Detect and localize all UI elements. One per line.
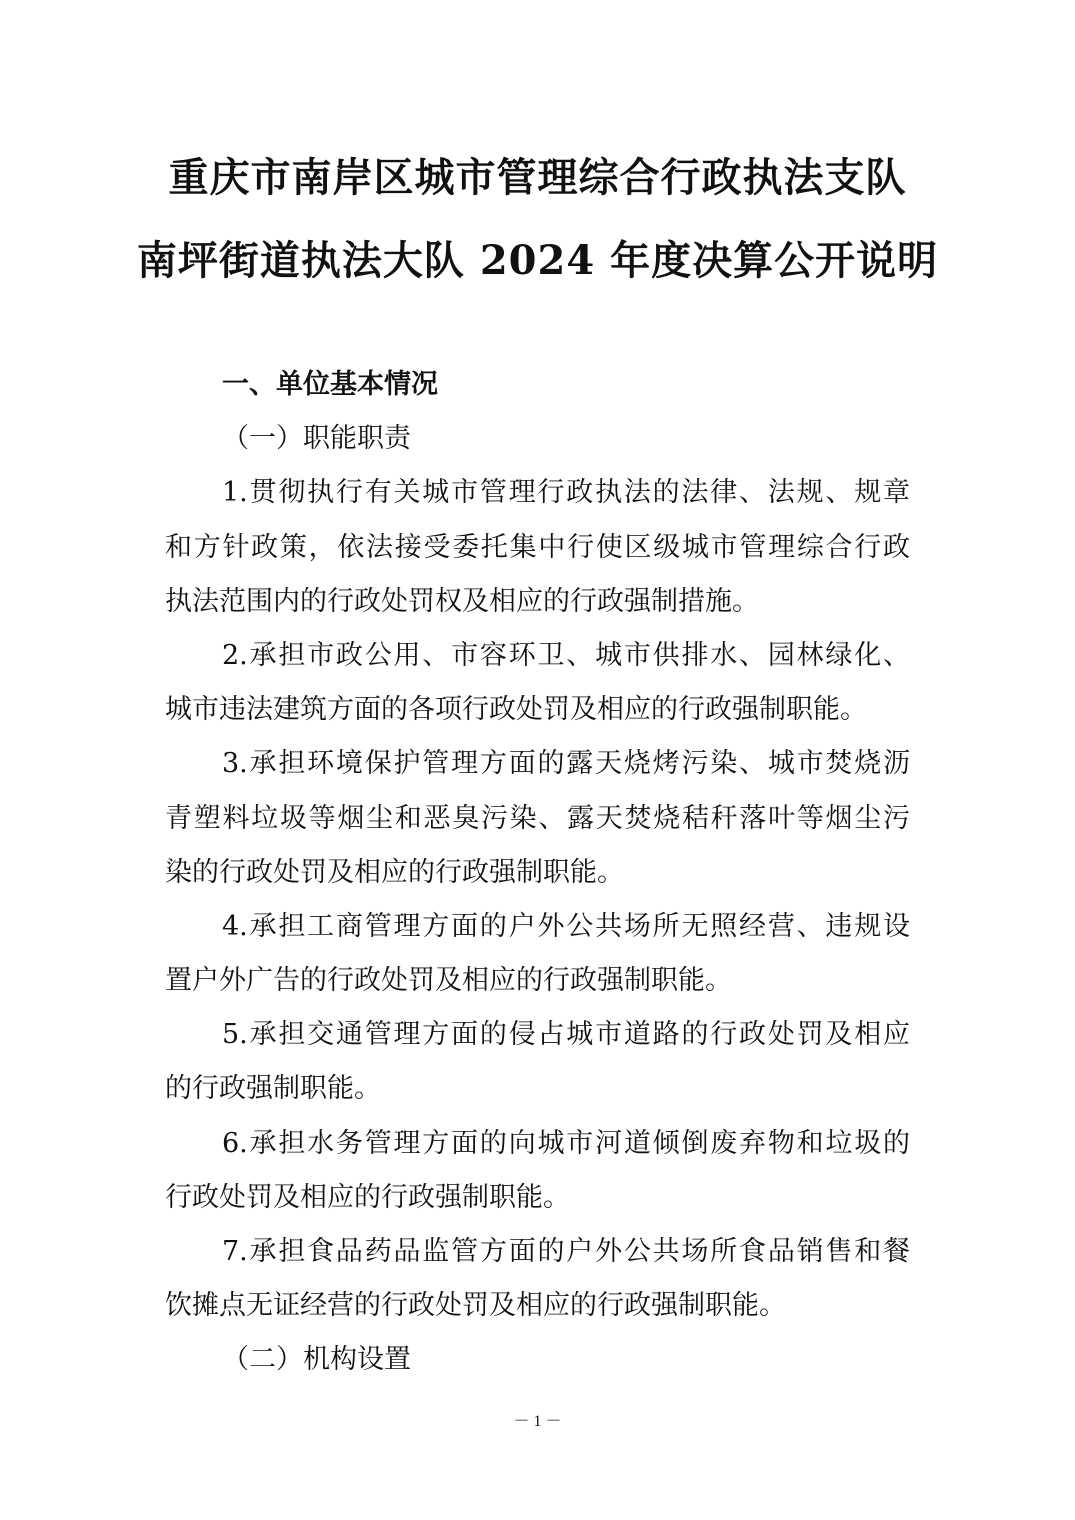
paragraph-line: 5.承担交通管理方面的侵占城市道路的行政处罚及相应 bbox=[222, 1019, 910, 1051]
paragraph-line: 和方针政策，依法接受委托集中行使区级城市管理综合行政 bbox=[165, 531, 910, 563]
paragraph-line: 行政处罚及相应的行政强制职能。 bbox=[165, 1181, 570, 1213]
paragraph-line: 3.承担环境保护管理方面的露天烧烤污染、城市焚烧沥 bbox=[222, 748, 910, 780]
paragraph-line: 城市违法建筑方面的各项行政处罚及相应的行政强制职能。 bbox=[165, 694, 867, 726]
paragraph-line: 执法范围内的行政处罚权及相应的行政强制措施。 bbox=[165, 585, 759, 617]
document-body bbox=[165, 358, 910, 1388]
subsection-heading: （二）机构设置 bbox=[222, 1344, 411, 1376]
paragraph bbox=[165, 1008, 910, 1116]
paragraph-line: 6.承担水务管理方面的向城市河道倾倒废弃物和垃圾的 bbox=[222, 1127, 910, 1159]
paragraph bbox=[165, 737, 910, 900]
page-number: － 1 － bbox=[513, 1413, 562, 1430]
paragraph bbox=[165, 629, 910, 737]
paragraph bbox=[165, 900, 910, 1008]
paragraph-line: 7.承担食品药品监管方面的户外公共场所食品销售和餐 bbox=[222, 1236, 910, 1267]
paragraph-line: 青塑料垃圾等烟尘和恶臭污染、露天焚烧秸秆落叶等烟尘污 bbox=[165, 802, 910, 834]
paragraph-line: 2.承担市政公用、市容环卫、城市供排水、园林绿化、 bbox=[222, 639, 910, 671]
paragraph-list bbox=[165, 466, 910, 1333]
paragraph-line: 饮摊点无证经营的行政处罚及相应的行政强制职能。 bbox=[165, 1290, 786, 1322]
document-title-line-1: 重庆市南岸区城市管理综合行政执法支队 bbox=[168, 154, 907, 201]
paragraph bbox=[165, 1117, 910, 1225]
paragraph-line: 4.承担工商管理方面的户外公共场所无照经营、违规设 bbox=[222, 910, 910, 942]
document-title-line-2: 南坪街道执法大队 2024 年度决算公开说明 bbox=[136, 237, 939, 284]
subsection-heading: （一）职能职责 bbox=[222, 423, 411, 455]
paragraph-line: 置户外广告的行政处罚及相应的行政强制职能。 bbox=[165, 965, 732, 997]
paragraph bbox=[165, 1225, 910, 1333]
paragraph-line: 1.贯彻执行有关城市管理行政执法的法律、法规、规章 bbox=[222, 477, 910, 509]
section-heading: 一、单位基本情况 bbox=[222, 369, 438, 400]
paragraph-line: 染的行政处罚及相应的行政强制职能。 bbox=[165, 856, 624, 888]
paragraph bbox=[165, 466, 910, 629]
paragraph-line: 的行政强制职能。 bbox=[165, 1073, 381, 1105]
